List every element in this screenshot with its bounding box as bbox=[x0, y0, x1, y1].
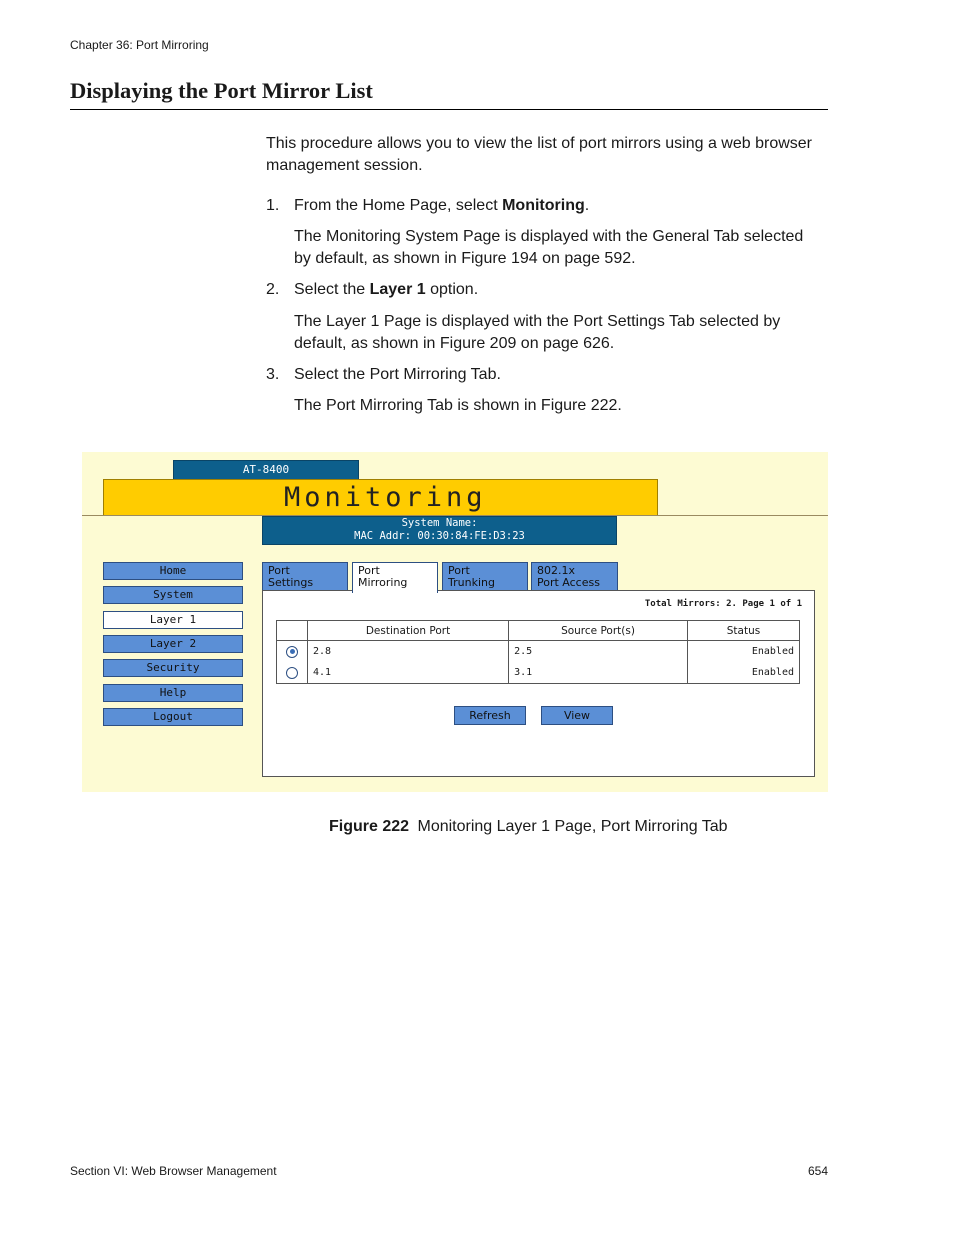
destination-port-cell: 2.8 bbox=[308, 641, 509, 663]
destination-port-header: Destination Port bbox=[308, 621, 509, 641]
step-2-number: 2. bbox=[266, 281, 280, 298]
figure-screenshot bbox=[82, 452, 828, 792]
source-ports-cell: 2.5 bbox=[509, 641, 688, 663]
port-mirroring-panel bbox=[262, 590, 815, 777]
system-info bbox=[262, 516, 617, 545]
footer-section: Section VI: Web Browser Management bbox=[70, 1164, 277, 1178]
source-ports-cell: 3.1 bbox=[509, 662, 688, 684]
nav-security-button[interactable]: Security bbox=[103, 659, 243, 677]
table-row bbox=[277, 641, 800, 663]
row-select[interactable] bbox=[277, 662, 308, 684]
section-title: Displaying the Port Mirror List bbox=[70, 78, 373, 103]
figure-caption bbox=[329, 818, 728, 836]
status-header: Status bbox=[687, 621, 799, 641]
view-button[interactable]: View bbox=[541, 706, 613, 725]
step-3-result: The Port Mirroring Tab is shown in Figure 222. bbox=[294, 397, 622, 414]
tab-port-mirroring[interactable]: Port Mirroring bbox=[352, 562, 438, 593]
radio-header bbox=[277, 621, 308, 641]
step-1-bold: Monitoring bbox=[502, 197, 585, 214]
port-mirror-table bbox=[276, 620, 800, 684]
monitoring-banner bbox=[103, 479, 658, 516]
page-number: 654 bbox=[807, 1164, 828, 1178]
step-2-text: Select the Layer 1 option. bbox=[294, 281, 479, 298]
mac-address: MAC Addr: 00:30:84:FE:D3:23 bbox=[354, 530, 525, 542]
nav-home-button[interactable]: Home bbox=[103, 562, 243, 580]
status-cell: Enabled bbox=[687, 641, 799, 663]
nav-logout-button[interactable]: Logout bbox=[103, 708, 243, 726]
running-header: Chapter 36: Port Mirroring bbox=[70, 38, 209, 52]
total-mirrors-label: Total Mirrors: 2. Page 1 of 1 bbox=[644, 599, 802, 609]
step-1-number: 1. bbox=[266, 197, 280, 214]
title-rule bbox=[70, 109, 828, 110]
tab-port-trunking[interactable]: Port Trunking bbox=[442, 562, 528, 590]
step-3-number: 3. bbox=[266, 366, 280, 383]
step-3-text: Select the Port Mirroring Tab. bbox=[294, 366, 501, 383]
device-label: AT-8400 bbox=[173, 460, 359, 480]
table-row bbox=[277, 662, 800, 684]
table-header-row bbox=[277, 621, 800, 641]
intro-paragraph: This procedure allows you to view the list of port mirrors using a web browser management session. bbox=[266, 135, 812, 174]
nav-layer1-button[interactable]: Layer 1 bbox=[103, 611, 243, 629]
figure-caption-text: Monitoring Layer 1 Page, Port Mirroring Tab bbox=[417, 818, 728, 835]
step-2-result: The Layer 1 Page is displayed with the Port Settings Tab selected by default, as shown in Figure 209 on page 626. bbox=[294, 313, 781, 352]
refresh-button[interactable]: Refresh bbox=[454, 706, 526, 725]
source-ports-header: Source Port(s) bbox=[509, 621, 688, 641]
figure-label: Figure 222 bbox=[329, 818, 410, 835]
nav-system-button[interactable]: System bbox=[103, 586, 243, 604]
status-cell: Enabled bbox=[687, 662, 799, 684]
tab-port-access[interactable]: 802.1x Port Access bbox=[531, 562, 618, 590]
step-1-text: From the Home Page, select Monitoring. bbox=[294, 197, 590, 214]
nav-layer2-button[interactable]: Layer 2 bbox=[103, 635, 243, 653]
tab-port-settings[interactable]: Port Settings bbox=[262, 562, 348, 590]
system-name: System Name: bbox=[401, 517, 478, 529]
row-select[interactable] bbox=[277, 641, 308, 663]
banner-title: Monitoring bbox=[284, 482, 487, 513]
radio-unchecked-icon[interactable] bbox=[286, 667, 298, 679]
destination-port-cell: 4.1 bbox=[308, 662, 509, 684]
nav-help-button[interactable]: Help bbox=[103, 684, 243, 702]
radio-checked-icon[interactable] bbox=[286, 646, 298, 658]
step-1-result: The Monitoring System Page is displayed with the General Tab selected by default, as shown in Figure 194 on page 592. bbox=[294, 228, 804, 267]
step-2-bold: Layer 1 bbox=[369, 281, 426, 298]
